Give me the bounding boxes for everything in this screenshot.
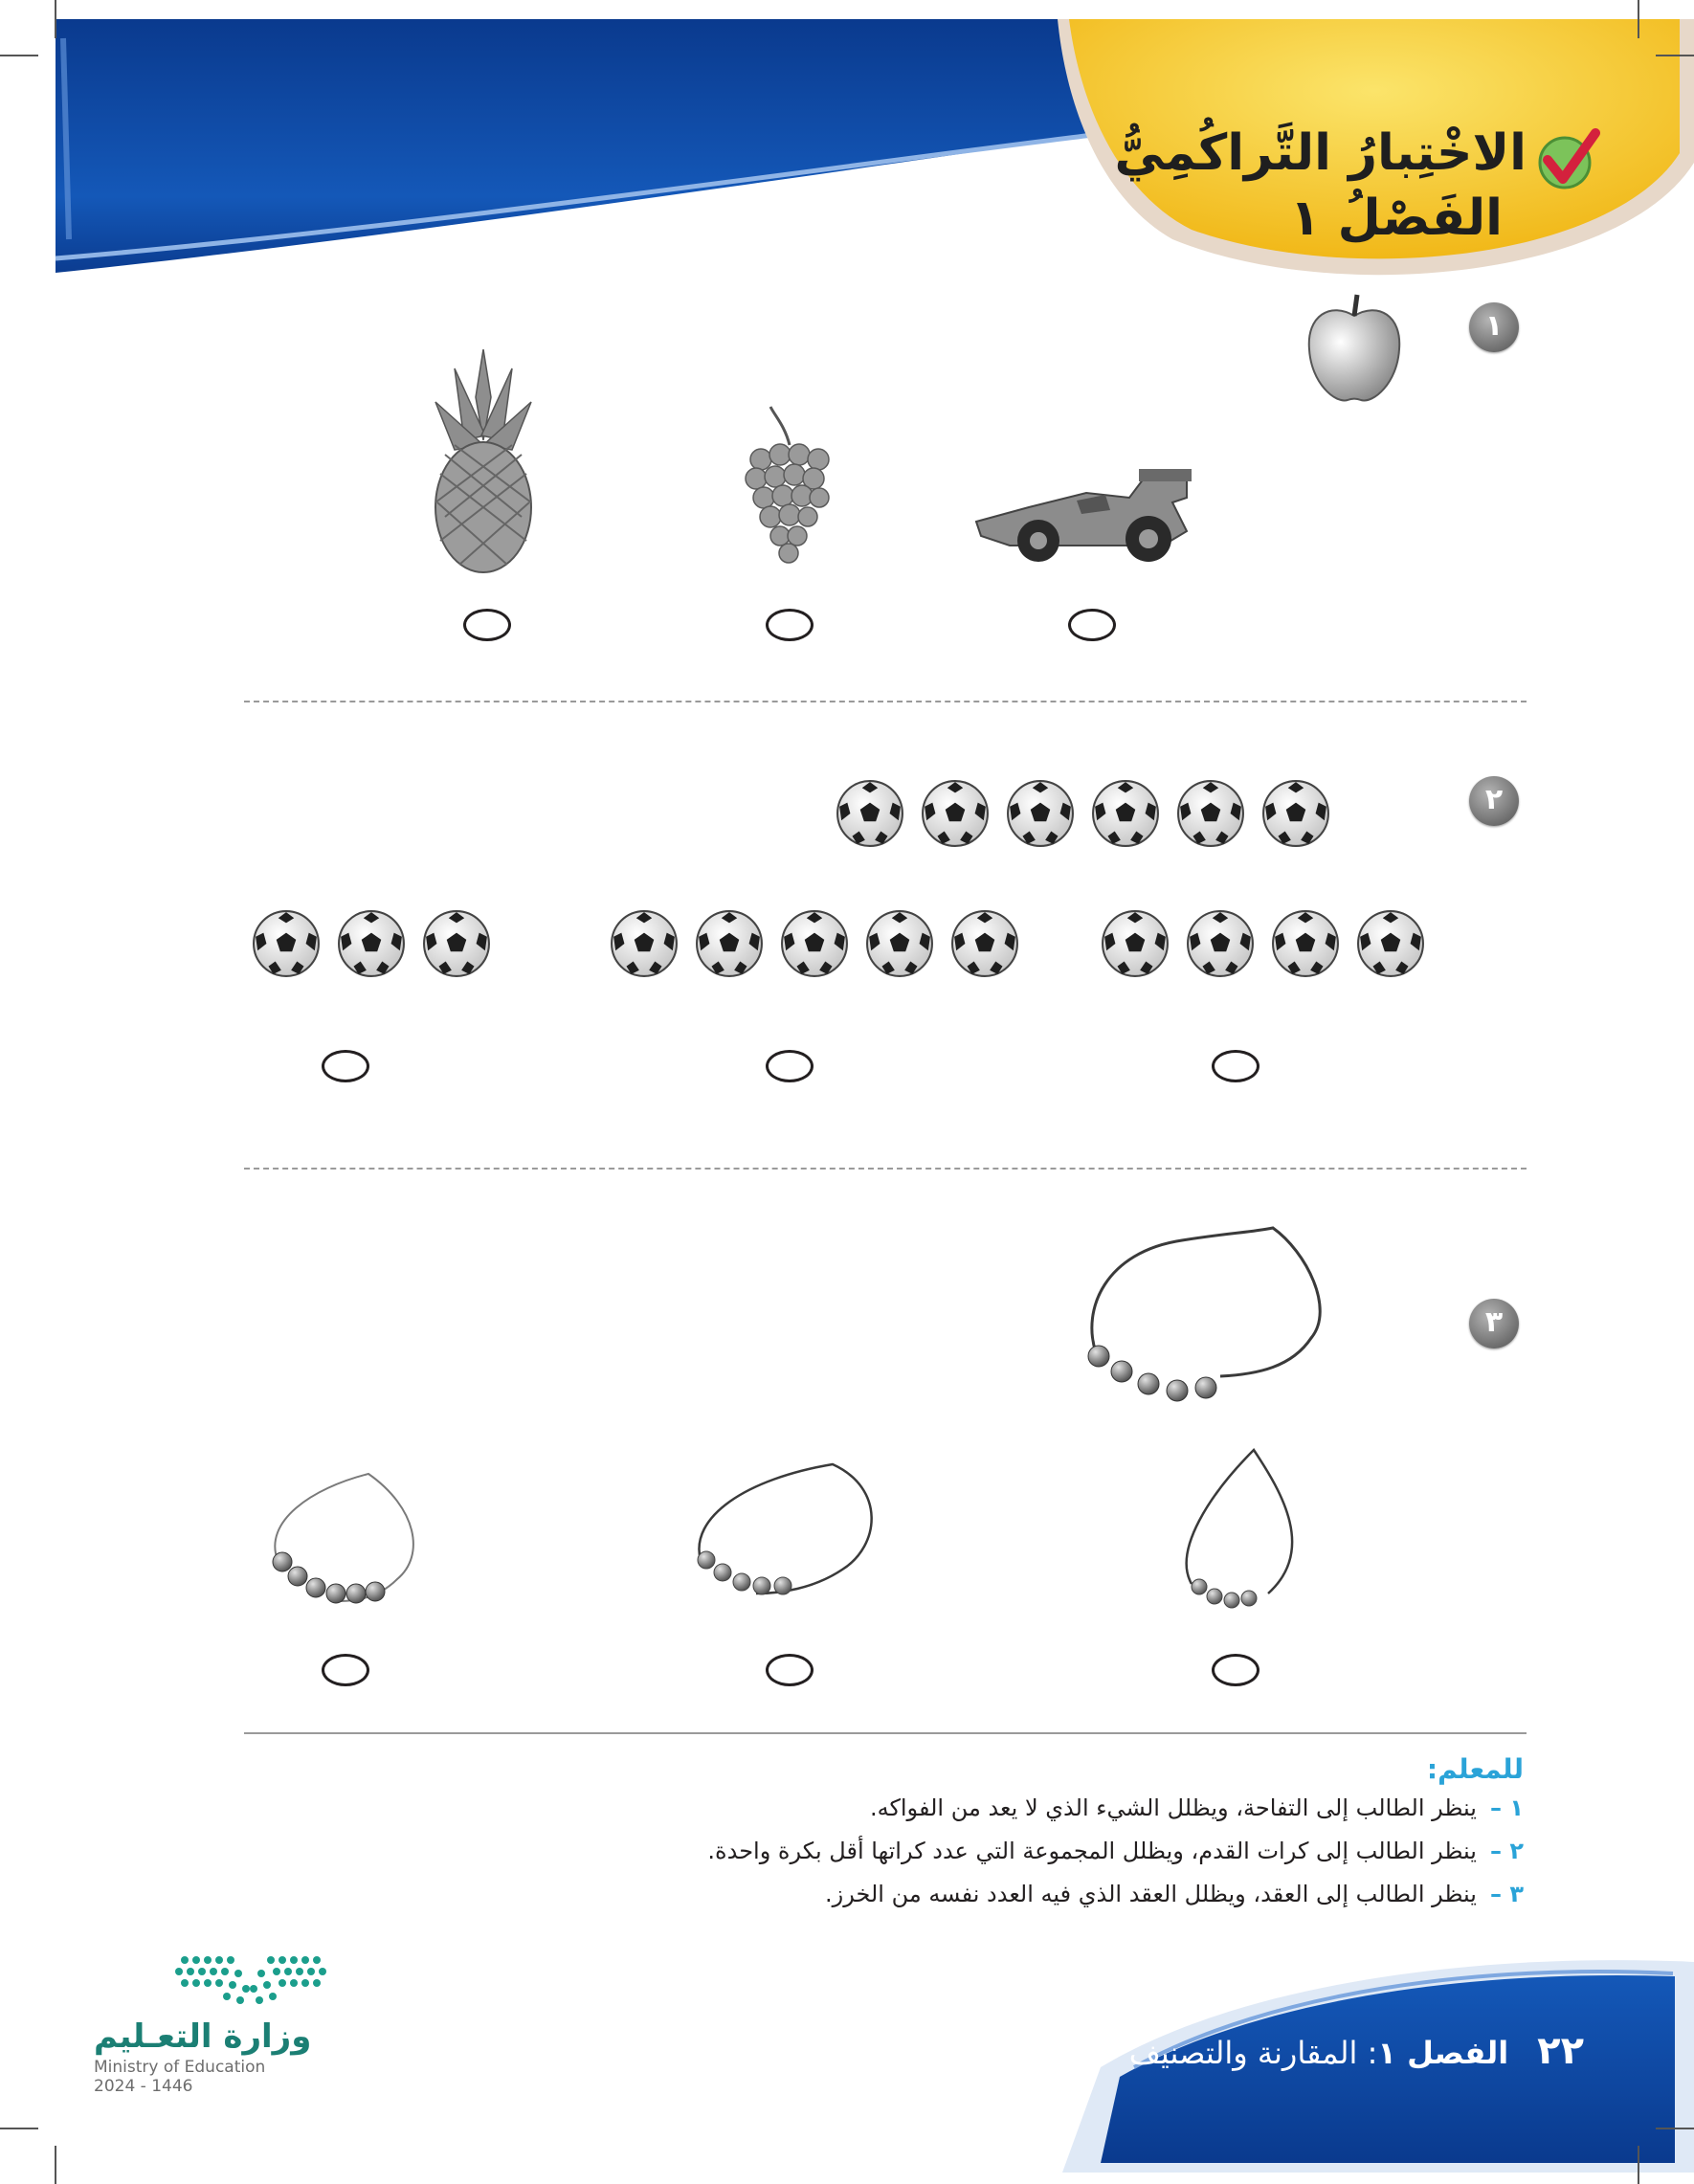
question-number-2: ٢ <box>1469 776 1519 826</box>
soccer-ball-icon <box>865 909 934 978</box>
soccer-ball-icon <box>1186 909 1255 978</box>
answer-oval-grapes[interactable] <box>766 609 814 641</box>
page-number: ٢٢ <box>1537 2029 1584 2073</box>
crop-mark <box>1656 2128 1694 2129</box>
crop-mark <box>0 55 38 56</box>
crop-mark <box>1638 0 1639 38</box>
apple-icon <box>1302 287 1407 407</box>
soccer-ball-icon <box>780 909 849 978</box>
soccer-ball-icon <box>836 779 904 848</box>
note-text: ينظر الطالب إلى التفاحة، ويظلل الشيء الذي لا يعد من الفواكه. <box>869 1794 1477 1821</box>
answer-oval-necklace-1[interactable] <box>1212 1654 1259 1686</box>
soccer-ball-icon <box>1006 779 1075 848</box>
ball-group-option-1 <box>1101 909 1436 978</box>
soccer-ball-icon <box>252 909 321 978</box>
section-divider <box>244 1168 1527 1170</box>
race-car-icon <box>971 455 1196 569</box>
page-title: الاخْتِبارُ التَّراكُمِيُّ <box>1114 124 1527 182</box>
teacher-note-3 <box>279 1881 1524 1907</box>
note-number: ٢ – <box>1489 1838 1524 1864</box>
grapes-icon <box>737 402 842 574</box>
soccer-ball-icon <box>1356 909 1425 978</box>
answer-oval-race-car[interactable] <box>1068 609 1116 641</box>
teacher-note-2 <box>279 1838 1524 1864</box>
reference-ball-group <box>836 779 1333 848</box>
ministry-name-en: Ministry of Education <box>94 2058 266 2077</box>
crop-mark <box>55 2146 56 2184</box>
answer-oval-three-balls[interactable] <box>322 1050 369 1082</box>
note-text: ينظر الطالب إلى العقد، ويظلل العقد الذي فيه العدد نفسه من الخرز. <box>825 1881 1477 1907</box>
ball-group-option-3 <box>252 909 501 978</box>
soccer-ball-icon <box>1271 909 1340 978</box>
soccer-ball-icon <box>1176 779 1245 848</box>
crop-mark <box>1656 55 1694 56</box>
note-number: ٣ – <box>1489 1881 1524 1907</box>
footer-text <box>1129 2029 1584 2073</box>
teacher-notes <box>279 1753 1524 1924</box>
soccer-ball-icon <box>1101 909 1170 978</box>
necklace-option-3 <box>263 1469 431 1617</box>
note-text: ينظر الطالب إلى كرات القدم، ويظلل المجموعة التي عدد كراتها أقل بكرة واحدة. <box>707 1838 1477 1864</box>
teacher-note-1 <box>279 1794 1524 1821</box>
teacher-notes-title: للمعلم: <box>1426 1753 1524 1785</box>
ministry-logo <box>94 1952 343 2096</box>
ministry-name-ar: وزارة التعـليم <box>94 2017 312 2056</box>
chapter-title: : المقارنة والتصنيف <box>1128 2035 1378 2071</box>
chapter-label: الفصل ١ <box>1377 2035 1509 2071</box>
answer-oval-four-balls[interactable] <box>1212 1050 1259 1082</box>
answer-oval-five-balls[interactable] <box>766 1050 814 1082</box>
edition-year: 2024 - 1446 <box>94 2077 193 2096</box>
soccer-ball-icon <box>422 909 491 978</box>
notes-divider <box>244 1732 1527 1734</box>
soccer-ball-icon <box>921 779 990 848</box>
ministry-dots-icon <box>94 1952 343 2012</box>
necklace-option-2 <box>689 1460 890 1613</box>
question-number-3: ٣ <box>1469 1299 1519 1348</box>
answer-oval-pineapple[interactable] <box>463 609 511 641</box>
reference-necklace <box>1077 1223 1330 1415</box>
ball-group-option-2 <box>610 909 1031 978</box>
soccer-ball-icon <box>337 909 406 978</box>
soccer-ball-icon <box>1091 779 1160 848</box>
answer-oval-necklace-3[interactable] <box>322 1654 369 1686</box>
pineapple-icon <box>426 349 541 574</box>
section-divider <box>244 701 1527 702</box>
note-number: ١ – <box>1489 1794 1524 1821</box>
soccer-ball-icon <box>1261 779 1330 848</box>
necklace-option-1 <box>1172 1445 1316 1617</box>
soccer-ball-icon <box>695 909 764 978</box>
crop-mark <box>55 0 56 38</box>
crop-mark <box>1638 2146 1639 2184</box>
answer-oval-necklace-2[interactable] <box>766 1654 814 1686</box>
soccer-ball-icon <box>610 909 679 978</box>
crop-mark <box>0 2128 38 2129</box>
question-number-1: ١ <box>1469 302 1519 352</box>
page-subtitle: الفَصْلُ ١ <box>1289 189 1503 247</box>
soccer-ball-icon <box>950 909 1019 978</box>
